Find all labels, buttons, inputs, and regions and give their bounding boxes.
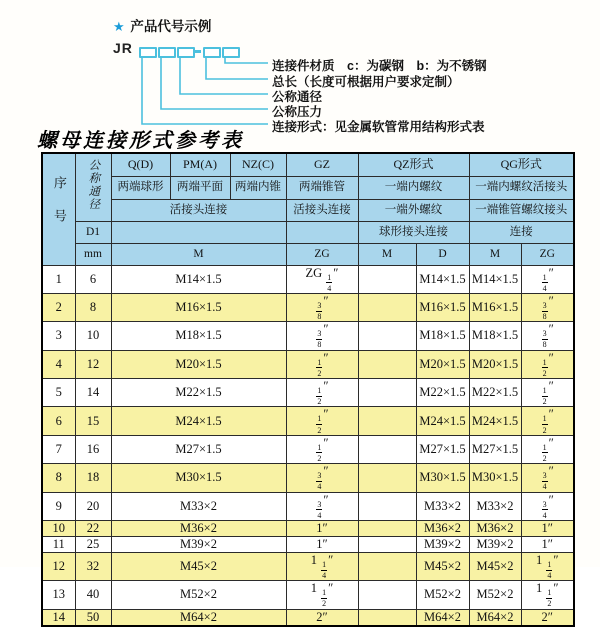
label-connection-form: 连接形式：见金属软管常用结构形式表 [272, 120, 485, 134]
table-cell: M18×1.5 [111, 322, 286, 350]
table-cell: 14 [75, 379, 111, 407]
table-cell: M30×1.5 [111, 464, 286, 492]
header-endtype-qg: 一端内螺纹活接头 [469, 176, 574, 199]
table-cell: 40 [75, 581, 111, 609]
table-row [42, 407, 574, 435]
table-cell: $\frac{3}{8}$ ″ [286, 322, 358, 350]
table-cell [358, 379, 416, 407]
table-cell: M45×2 [416, 552, 469, 580]
table-cell: M30×1.5 [469, 464, 521, 492]
table-cell: $\frac{1}{2}$ ″ [286, 350, 358, 378]
label-connector-material: 连接件材质 c：为碳钢 b：为不锈钢 [272, 59, 487, 73]
table-cell: 2″ [521, 609, 574, 626]
nut-connection-table [41, 152, 575, 627]
code-prefix: JR [113, 40, 133, 56]
table-cell: M39×2 [111, 536, 286, 552]
table-cell: M52×2 [416, 581, 469, 609]
table-cell: $\frac{3}{4}$ ″ [521, 492, 574, 520]
header-unit-qz-d: D [416, 243, 469, 265]
table-cell: 10 [75, 322, 111, 350]
table-cell: M30×1.5 [416, 464, 469, 492]
table-cell [358, 293, 416, 321]
header-unit-zg: ZG [286, 243, 358, 265]
table-cell: $\frac{1}{2}$ ″ [286, 435, 358, 463]
table-cell: 1 [42, 265, 75, 293]
table-cell: M16×1.5 [111, 293, 286, 321]
header-d1-qz: 球形接头连接 [358, 221, 469, 243]
code-box-2 [158, 47, 176, 58]
table-cell: $\frac{1}{2}$ ″ [521, 435, 574, 463]
table-cell: 1 $\frac{1}{4}$ ″ [286, 552, 358, 580]
table-cell: M14×1.5 [469, 265, 521, 293]
diagram-heading [113, 15, 211, 35]
table-cell: M14×1.5 [416, 265, 469, 293]
table-cell: $\frac{3}{4}$ ″ [286, 464, 358, 492]
table-cell [358, 492, 416, 520]
header-connection-union: 活接头连接 [111, 199, 286, 221]
table-cell: 6 [75, 265, 111, 293]
table-cell: 2 [42, 293, 75, 321]
table-row [42, 322, 574, 350]
table-cell: M22×1.5 [469, 379, 521, 407]
code-box-3 [177, 47, 195, 58]
table-cell: 8 [42, 464, 75, 492]
table-cell: 11 [42, 536, 75, 552]
header-endtype-pma: 两端平面 [170, 176, 230, 199]
table-row [42, 379, 574, 407]
table-cell [358, 520, 416, 536]
table-cell: 1 $\frac{1}{2}$ ″ [521, 581, 574, 609]
table-cell: M20×1.5 [416, 350, 469, 378]
table-cell: M33×2 [416, 492, 469, 520]
table-cell: 16 [75, 435, 111, 463]
star-icon: ★ [113, 19, 125, 34]
label-nominal-pressure: 公称压力 [272, 105, 323, 119]
table-cell [358, 265, 416, 293]
table-cell [358, 552, 416, 580]
table-cell: M27×1.5 [111, 435, 286, 463]
table-cell: $\frac{1}{2}$ ″ [521, 379, 574, 407]
header-d1-qg: 连接 [469, 221, 574, 243]
table-cell: $\frac{3}{8}$ ″ [521, 293, 574, 321]
table-cell: 9 [42, 492, 75, 520]
table-cell: M64×2 [469, 609, 521, 626]
table-cell: M20×1.5 [469, 350, 521, 378]
table-row [42, 464, 574, 492]
header-nominal-diameter [75, 153, 111, 221]
table-cell: 1″ [286, 536, 358, 552]
table-cell: M16×1.5 [469, 293, 521, 321]
header-endtype-gz: 两端锥管 [286, 176, 358, 199]
table-cell [358, 322, 416, 350]
table-cell: M24×1.5 [416, 407, 469, 435]
table-row [42, 350, 574, 378]
table-cell: $\frac{1}{4}$ ″ [521, 265, 574, 293]
table-cell: M52×2 [469, 581, 521, 609]
table-body [42, 265, 574, 626]
table-cell [358, 435, 416, 463]
header-endtype-qd: 两端球形 [111, 176, 170, 199]
table-title: 螺母连接形式参考表 [37, 130, 244, 152]
table-cell: M36×2 [111, 520, 286, 536]
label-total-length: 总长（长度可根据用户要求定制） [272, 75, 460, 89]
table-cell: 1″ [521, 520, 574, 536]
header-d1-blank-left [111, 221, 286, 243]
table-cell [358, 407, 416, 435]
header-connection-qg: 一端锥管螺纹接头 [469, 199, 574, 221]
table-cell: M27×1.5 [416, 435, 469, 463]
table-cell: M52×2 [111, 581, 286, 609]
table-cell: 5 [42, 379, 75, 407]
header-code-qd: Q(D) [111, 153, 170, 176]
diagram-heading-text: 产品代号示例 [130, 19, 212, 34]
table-cell [358, 581, 416, 609]
table-cell: $\frac{1}{2}$ ″ [286, 379, 358, 407]
table-cell: $\frac{3}{4}$ ″ [521, 464, 574, 492]
table-cell: 7 [42, 435, 75, 463]
table-cell: M39×2 [469, 536, 521, 552]
table-cell: $\frac{1}{2}$ ″ [286, 407, 358, 435]
table-cell: M64×2 [111, 609, 286, 626]
table-cell [358, 536, 416, 552]
header-serial [42, 153, 75, 265]
label-nominal-diameter: 公称通径 [272, 90, 323, 104]
header-mm: mm [75, 243, 111, 265]
header-code-qg: QG形式 [469, 153, 574, 176]
code-box-4 [203, 47, 221, 58]
table-cell [358, 350, 416, 378]
table-cell: ZG $\frac{1}{4}$ ″ [286, 265, 358, 293]
table-cell: M22×1.5 [416, 379, 469, 407]
header-d1: D1 [75, 221, 111, 243]
table-row [42, 435, 574, 463]
table-row [42, 609, 574, 626]
table-cell: 1 $\frac{1}{4}$ ″ [521, 552, 574, 580]
table-row [42, 492, 574, 520]
header-code-gz: GZ [286, 153, 358, 176]
header-serial-text: 序号 [51, 176, 67, 243]
table-cell: M33×2 [469, 492, 521, 520]
table-cell [358, 464, 416, 492]
table-cell: 8 [75, 293, 111, 321]
table-cell: 10 [42, 520, 75, 536]
table-cell: M24×1.5 [111, 407, 286, 435]
table-cell: 22 [75, 520, 111, 536]
table-cell: M18×1.5 [469, 322, 521, 350]
code-box-5 [222, 47, 240, 58]
table-cell [358, 609, 416, 626]
table-cell: 50 [75, 609, 111, 626]
table-cell: 18 [75, 464, 111, 492]
table-header [42, 153, 574, 265]
table-row [42, 552, 574, 580]
table-cell: M33×2 [111, 492, 286, 520]
table-cell: $\frac{1}{2}$ ″ [521, 407, 574, 435]
table-cell: 32 [75, 552, 111, 580]
table-cell: M45×2 [111, 552, 286, 580]
table-row [42, 293, 574, 321]
table-cell: M24×1.5 [469, 407, 521, 435]
table-cell: 25 [75, 536, 111, 552]
table-row [42, 520, 574, 536]
table-row [42, 265, 574, 293]
header-unit-qg-m: M [469, 243, 521, 265]
header-d1-blank-gz [286, 221, 358, 243]
code-dash [194, 50, 201, 53]
table-cell: M18×1.5 [416, 322, 469, 350]
table-cell: $\frac{3}{8}$ ″ [286, 293, 358, 321]
header-endtype-nzc: 两端内锥 [230, 176, 286, 199]
table-row [42, 581, 574, 609]
header-unit-qg-zg: ZG [521, 243, 574, 265]
table-cell: 14 [42, 609, 75, 626]
table-cell: M27×1.5 [469, 435, 521, 463]
table-cell: 3 [42, 322, 75, 350]
table-cell: 4 [42, 350, 75, 378]
table-cell: M45×2 [469, 552, 521, 580]
table-cell: 1″ [286, 520, 358, 536]
table-row [42, 536, 574, 552]
header-nominal-diameter-text: 公称通径 [87, 159, 100, 212]
table-cell: $\frac{3}{8}$ ″ [521, 322, 574, 350]
header-unit-qz-m: M [358, 243, 416, 265]
table-cell: 15 [75, 407, 111, 435]
table-cell: $\frac{3}{4}$ ″ [286, 492, 358, 520]
header-endtype-qz: 一端内螺纹 [358, 176, 469, 199]
table-cell: M64×2 [416, 609, 469, 626]
header-connection-gz: 活接头连接 [286, 199, 358, 221]
table-cell: $\frac{1}{2}$ ″ [521, 350, 574, 378]
table-cell: 13 [42, 581, 75, 609]
table-cell: M36×2 [416, 520, 469, 536]
table-cell: M36×2 [469, 520, 521, 536]
table-cell: M20×1.5 [111, 350, 286, 378]
header-code-qz: QZ形式 [358, 153, 469, 176]
table-cell: M39×2 [416, 536, 469, 552]
table-cell: 1″ [521, 536, 574, 552]
table-cell: 20 [75, 492, 111, 520]
table-cell: 12 [75, 350, 111, 378]
table-cell: M22×1.5 [111, 379, 286, 407]
table-cell: 1 $\frac{1}{2}$ ″ [286, 581, 358, 609]
code-box-1 [139, 47, 157, 58]
table-cell: M16×1.5 [416, 293, 469, 321]
table-cell: 6 [42, 407, 75, 435]
header-connection-qz: 一端外螺纹 [358, 199, 469, 221]
header-code-nzc: NZ(C) [230, 153, 286, 176]
table-cell: 12 [42, 552, 75, 580]
table-cell: 2″ [286, 609, 358, 626]
table-cell: M14×1.5 [111, 265, 286, 293]
header-unit-m: M [111, 243, 286, 265]
header-code-pma: PM(A) [170, 153, 230, 176]
